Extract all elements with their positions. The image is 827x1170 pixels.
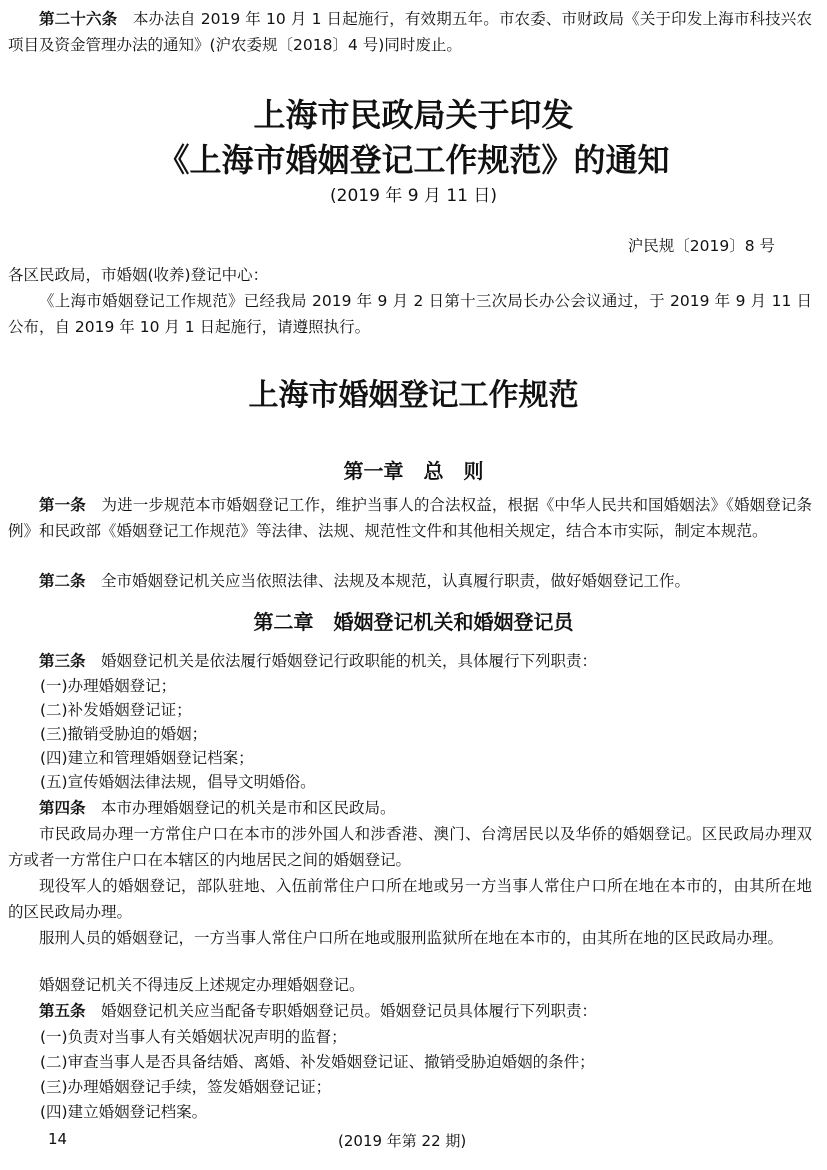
regulation-title: 上海市婚姻登记工作规范 bbox=[248, 378, 579, 413]
chapter-1-heading: 第一章 总 则 bbox=[343, 459, 484, 483]
issue-label: (2019 年第 22 期) bbox=[338, 1132, 467, 1150]
article-text: 婚姻登记机关应当配备专职婚姻登记员。婚姻登记员具体履行下列职责： bbox=[101, 1002, 598, 1020]
article-4-para-2: 现役军人的婚姻登记，部队驻地、入伍前常住户口所在地或另一方当事人常住户口所在地在本市的，由其所在地的区民政局办理。 bbox=[8, 877, 812, 921]
list-item: (一)办理婚姻登记； bbox=[40, 677, 177, 695]
list-item: (二)审查当事人是否具备结婚、离婚、补发婚姻登记证、撤销受胁迫婚姻的条件； bbox=[40, 1053, 595, 1071]
list-item: (四)建立婚姻登记档案。 bbox=[40, 1103, 208, 1121]
article-26 bbox=[8, 6, 812, 58]
article-5 bbox=[8, 998, 812, 1024]
article-label: 第五条 bbox=[39, 1002, 86, 1020]
article-4-para-1: 市民政局办理一方常住户口在本市的涉外国人和涉香港、澳门、台湾居民以及华侨的婚姻登记。区民政局办理双方或者一方常住户口在本辖区的内地居民之间的婚姻登记。 bbox=[8, 825, 812, 869]
article-text: 本办法自 2019 年 10 月 1 日起施行，有效期五年。市农委、市财政局《关于印发上海市科技兴农项目及资金管理办法的通知》(沪农委规〔2018〕4 号)同时废止。 bbox=[8, 10, 812, 54]
article-label: 第二条 bbox=[39, 572, 86, 590]
article-2 bbox=[8, 568, 812, 594]
notice-title-line1: 上海市民政局关于印发 bbox=[253, 96, 574, 134]
notice-body: 《上海市婚姻登记工作规范》已经我局 2019 年 9 月 2 日第十三次局长办公会议通过，于 2019 年 9 月 11 日公布，自 2019 年 10 月 1 日起施行，请遵照执行。 bbox=[8, 292, 812, 336]
notice-date: (2019 年 9 月 11 日) bbox=[330, 186, 497, 206]
article-label: 第四条 bbox=[39, 799, 86, 817]
article-4-para-4: 婚姻登记机关不得违反上述规定办理婚姻登记。 bbox=[39, 976, 365, 994]
article-text: 为进一步规范本市婚姻登记工作，维护当事人的合法权益，根据《中华人民共和国婚姻法》《婚姻登记条例》和民政部《婚姻登记工作规范》等法律、法规、规范性文件和其他相关规定，结合本市实际，制定本规范。 bbox=[8, 496, 812, 540]
article-text: 本市办理婚姻登记的机关是市和区民政局。 bbox=[101, 799, 396, 817]
article-3 bbox=[8, 648, 812, 674]
notice-title-line2: 《上海市婚姻登记工作规范》的通知 bbox=[157, 141, 670, 179]
addressee: 各区民政局，市婚姻(收养)登记中心： bbox=[8, 266, 269, 284]
doc-number: 沪民规〔2019〕8 号 bbox=[627, 237, 775, 255]
list-item: (三)撤销受胁迫的婚姻； bbox=[40, 725, 208, 743]
article-label: 第二十六条 bbox=[39, 10, 118, 28]
list-item: (一)负责对当事人有关婚姻状况声明的监督； bbox=[40, 1028, 347, 1046]
article-text: 全市婚姻登记机关应当依照法律、法规及本规范，认真履行职责，做好婚姻登记工作。 bbox=[101, 572, 691, 590]
article-text: 婚姻登记机关是依法履行婚姻登记行政职能的机关，具体履行下列职责： bbox=[101, 652, 598, 670]
article-1 bbox=[8, 492, 812, 544]
chapter-2-heading: 第二章 婚姻登记机关和婚姻登记员 bbox=[253, 610, 574, 634]
list-item: (五)宣传婚姻法律法规，倡导文明婚俗。 bbox=[40, 773, 316, 791]
list-item: (二)补发婚姻登记证； bbox=[40, 701, 192, 719]
article-label: 第一条 bbox=[39, 496, 86, 514]
article-label: 第三条 bbox=[39, 652, 86, 670]
article-4-para-3: 服刑人员的婚姻登记，一方当事人常住户口所在地或服刑监狱所在地在本市的，由其所在地的区民政局办理。 bbox=[39, 929, 784, 947]
list-item: (四)建立和管理婚姻登记档案； bbox=[40, 749, 254, 767]
page-number: 14 bbox=[48, 1130, 68, 1148]
article-4 bbox=[8, 795, 812, 821]
list-item: (三)办理婚姻登记手续，签发婚姻登记证； bbox=[40, 1078, 332, 1096]
